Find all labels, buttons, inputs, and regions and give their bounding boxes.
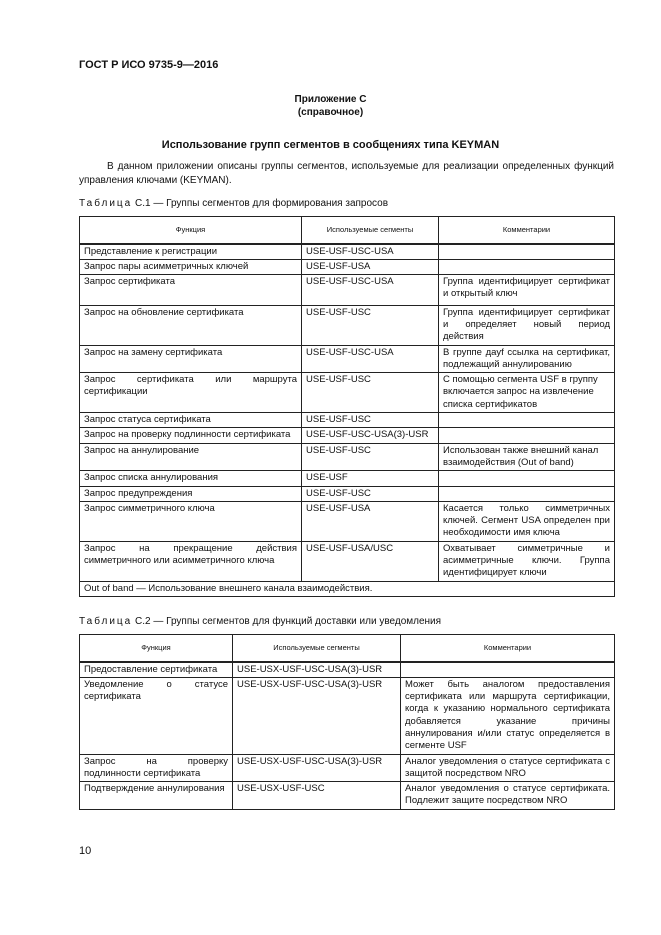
table-cell xyxy=(439,413,615,428)
table-cell: С помощью сегмента USF в группу включается запрос на извлечение списка сертификатов xyxy=(439,373,615,413)
table-cell: USE-USF xyxy=(302,471,439,486)
table1-footnote: Out of band — Использование внешнего канала взаимодействия. xyxy=(80,581,615,596)
table-row xyxy=(80,471,615,486)
appendix-label: Приложение С xyxy=(294,94,367,105)
table-cell: USE-USX-USF-USC xyxy=(233,782,401,810)
appendix-heading xyxy=(0,93,661,119)
table1-col-segments: Используемые сегменты xyxy=(302,217,439,244)
table-cell: USE-USX-USF-USC-USA(3)-USR xyxy=(233,754,401,782)
table-row xyxy=(80,413,615,428)
table-cell xyxy=(401,662,615,678)
table-cell xyxy=(439,428,615,443)
table-row xyxy=(80,541,615,581)
table-cell: Использован также внешний канал взаимодействия (Out of band) xyxy=(439,443,615,471)
table-cell: Запрос на замену сертификата xyxy=(80,345,302,373)
table-row xyxy=(80,443,615,471)
table-cell xyxy=(439,471,615,486)
table-cell: Может быть аналогом предоставления сертификата или маршрута сертификации, когда к указанию нормального сертификата добавляется указание причины аннулирования и/или статус определяется в сегменте USF xyxy=(401,677,615,754)
table-cell: Охватывает симметричные и асимметричные ключи. Группа идентифицирует ключи xyxy=(439,541,615,581)
table-cell: USE-USF-USC xyxy=(302,486,439,501)
table-cell: USE-USF-USC-USA xyxy=(302,345,439,373)
table-cell: Запрос сертификата или маршрута сертификации xyxy=(80,373,302,413)
table-row xyxy=(80,244,615,260)
table-row xyxy=(80,501,615,541)
table-cell: Представление к регистрации xyxy=(80,244,302,260)
table-cell: Подтверждение аннулирования xyxy=(80,782,233,810)
table-cell: Запрос на аннулирование xyxy=(80,443,302,471)
table-row xyxy=(80,677,615,754)
table-cell: Запрос на обновление сертификата xyxy=(80,305,302,345)
table-cell: Запрос на прекращение действия симметричного или асимметричного ключа xyxy=(80,541,302,581)
table-cell: В группе дауf ссылка на сертификат, подлежащий аннулированию xyxy=(439,345,615,373)
table-cell: Аналог уведомления о статусе сертификата. Подлежит защите посредством NRO xyxy=(401,782,615,810)
table-cell: Касается только симметричных ключей. Сегмент USA определен при необходимости имя ключа xyxy=(439,501,615,541)
table-cell: USE-USF-USC xyxy=(302,373,439,413)
table1-header-row xyxy=(80,217,615,244)
table-cell: Запрос статуса сертификата xyxy=(80,413,302,428)
table-cell: USE-USF-USA xyxy=(302,259,439,274)
intro-paragraph: В данном приложении описаны группы сегментов, используемые для реализации определенных функций управления ключами (KEYMAN). xyxy=(79,161,614,186)
table-cell: USE-USF-USC-USA(3)-USR xyxy=(302,428,439,443)
table-cell: Запрос симметричного ключа xyxy=(80,501,302,541)
table-row xyxy=(80,345,615,373)
table2-col-comments: Комментарии xyxy=(401,635,615,662)
table1-col-comments: Комментарии xyxy=(439,217,615,244)
table-row xyxy=(80,486,615,501)
table1-caption xyxy=(79,198,388,209)
table-cell xyxy=(439,259,615,274)
table-row xyxy=(80,275,615,306)
table2-caption xyxy=(79,616,441,627)
table-cell xyxy=(439,244,615,260)
table-cell: USE-USF-USC-USA xyxy=(302,275,439,306)
table2-caption-prefix: Таблица xyxy=(79,616,133,627)
table-cell: Группа идентифицирует сертификат и определяет новый период действия xyxy=(439,305,615,345)
table-row xyxy=(80,428,615,443)
table-cell: USE-USF-USC xyxy=(302,413,439,428)
table2-caption-text: С.2 — Группы сегментов для функций доставки или уведомления xyxy=(132,616,442,627)
table-cell: Запрос пары асимметричных ключей xyxy=(80,259,302,274)
table-cell: Запрос предупреждения xyxy=(80,486,302,501)
table-cell: Запрос на проверку подлинности сертификата xyxy=(80,754,233,782)
table2-col-segments: Используемые сегменты xyxy=(233,635,401,662)
table-row xyxy=(80,259,615,274)
table-cell: Уведомление о статусе сертификата xyxy=(80,677,233,754)
table-row xyxy=(80,662,615,678)
table1-caption-prefix: Таблица xyxy=(79,198,133,209)
table1-caption-text: С.1 — Группы сегментов для формирования запросов xyxy=(132,198,389,209)
table2-col-function: Функция xyxy=(80,635,233,662)
table-cell: Запрос на проверку подлинности сертификата xyxy=(80,428,302,443)
table-cell xyxy=(439,486,615,501)
table-footnote-row xyxy=(80,581,615,596)
table-cell: USE-USF-USC-USA xyxy=(302,244,439,260)
table-cell: Предоставление сертификата xyxy=(80,662,233,678)
table-cell: USE-USF-USA xyxy=(302,501,439,541)
appendix-type: (справочное) xyxy=(297,107,364,118)
table-cell: Запрос списка аннулирования xyxy=(80,471,302,486)
table-cell: Аналог уведомления о статусе сертификата с защитой посредством NRO xyxy=(401,754,615,782)
table-cell: USE-USF-USA/USC xyxy=(302,541,439,581)
table-cell: Запрос сертификата xyxy=(80,275,302,306)
table-row xyxy=(80,754,615,782)
table1-col-function: Функция xyxy=(80,217,302,244)
page-number: 10 xyxy=(79,845,92,857)
table-c2 xyxy=(79,634,615,810)
section-title: Использование групп сегментов в сообщениях типа KEYMAN xyxy=(161,139,500,151)
table-cell: USE-USX-USF-USC-USA(3)-USR xyxy=(233,677,401,754)
table-cell: USE-USF-USC xyxy=(302,305,439,345)
table-row xyxy=(80,373,615,413)
table2-header-row xyxy=(80,635,615,662)
document-code: ГОСТ Р ИСО 9735-9—2016 xyxy=(79,59,219,71)
table-cell: USE-USF-USC xyxy=(302,443,439,471)
table-row xyxy=(80,305,615,345)
table-cell: USE-USX-USF-USC-USA(3)-USR xyxy=(233,662,401,678)
table-row xyxy=(80,782,615,810)
table-cell: Группа идентифицирует сертификат и открытый ключ xyxy=(439,275,615,306)
table-c1 xyxy=(79,216,615,597)
